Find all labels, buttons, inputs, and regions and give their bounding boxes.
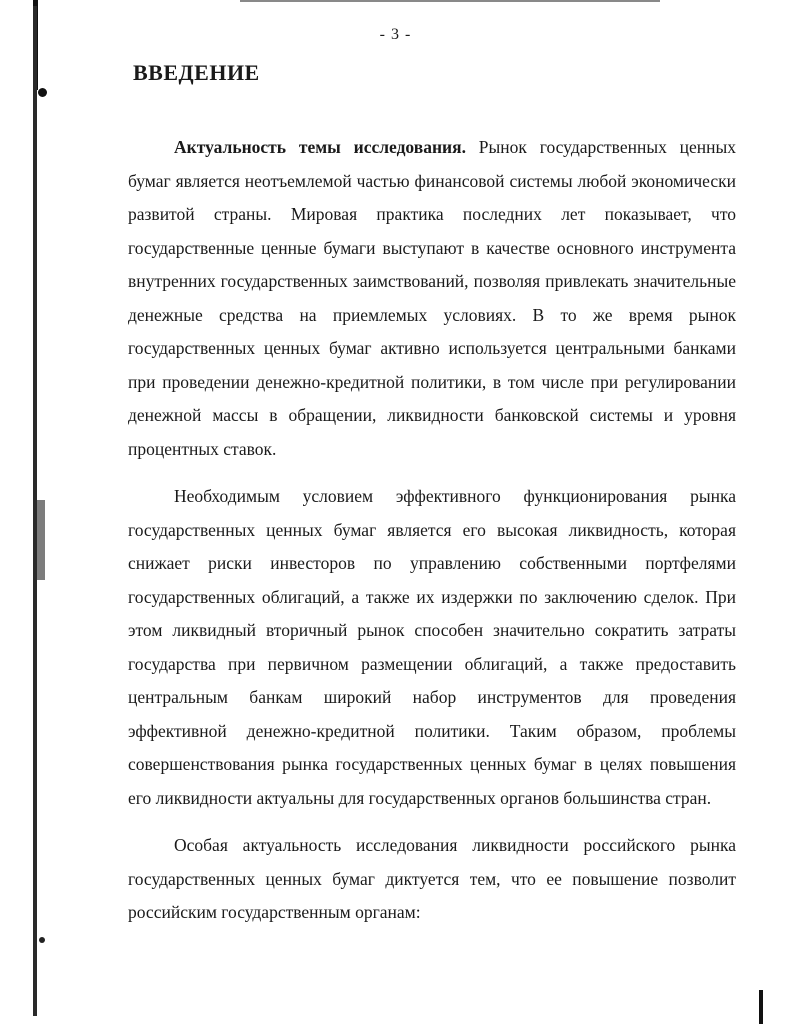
paragraph-2: Необходимым условием эффективного функционирования рынка государственных ценных бумаг является его высокая ликвидность, которая снижает риски инвесторов по управлению собственными портфелями государственных облигаций, а также их издержки по заключению сделок. При этом ликвидный вторичный рынок способен значительно сократить затраты государства при первичном размещении облигаций, а также предоставить центральным банкам широкий набор инструментов для проведения эффективной денежно-кредитной политики. Таким образом, проблемы совершенствования рынка государственных ценных бумаг в целях повышения его ликвидности актуальны для государственных органов большинства стран. [128, 486, 736, 808]
punch-hole-mark-lower [39, 937, 45, 943]
paragraph-3: Особая актуальность исследования ликвидности российского рынка государственных ценных бумаг диктуется тем, что ее повышение позволит российским государственным органам: [128, 835, 736, 922]
scan-corner-mark [759, 990, 763, 1024]
paragraph-1-text: Рынок государственных ценных бумаг является неотъемлемой частью финансовой системы любой экономически развитой страны. Мировая практика последних лет показывает, что государственные ценные бумаги выступают в качестве основного инструмента внутренних государственных заимствований, позволяя привлекать значительные денежные средства на приемлемых условиях. В то же время рынок государственных ценных бумаг активно используется центральными банками при проведении денежно-кредитной политики, в том числе при регулировании денежной массы в обращении, ликвидности банковской системы и уровня процентных ставок. [128, 137, 737, 459]
body-text [128, 131, 736, 930]
punch-hole-mark [38, 88, 47, 97]
binding-shadow [37, 500, 45, 580]
scan-top-edge [240, 0, 660, 6]
page-title: ВВЕДЕНИЕ [133, 60, 260, 85]
paragraph-1 [128, 131, 736, 466]
paragraph-lead: Актуальность темы исследования. [174, 137, 466, 157]
page-number: - 3 - [379, 26, 412, 43]
